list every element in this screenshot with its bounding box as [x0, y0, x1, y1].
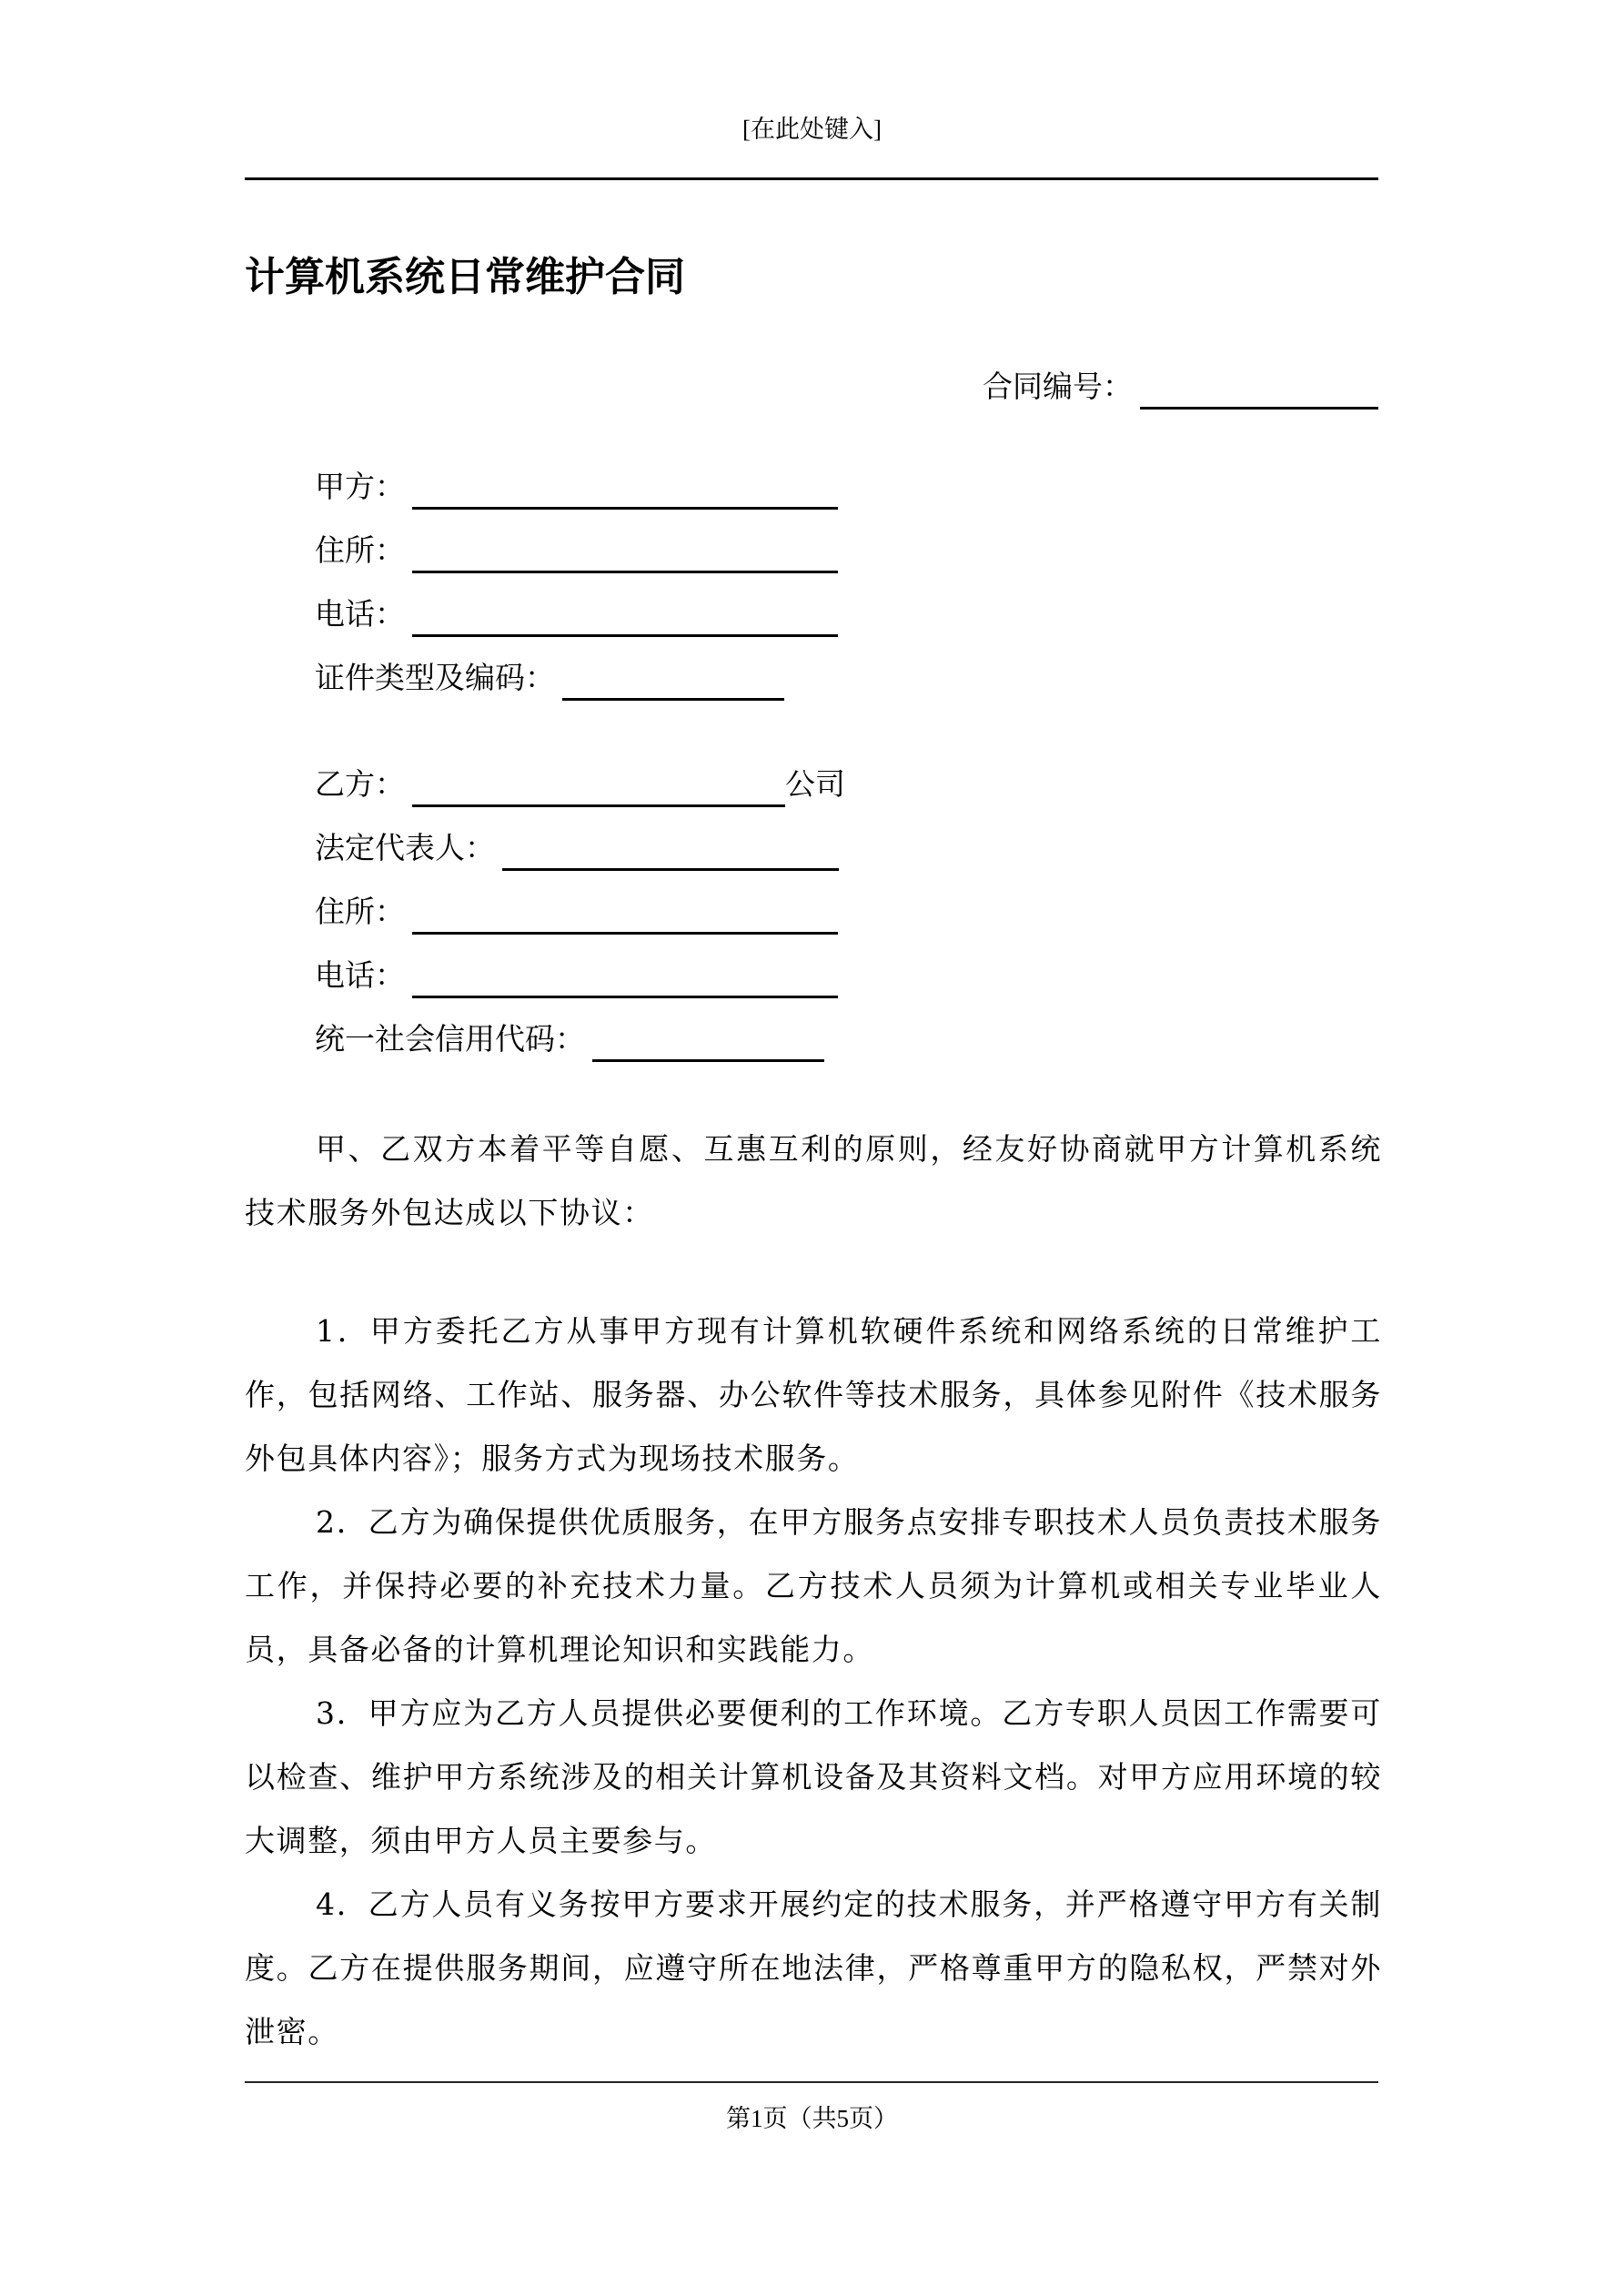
party-a-address-label: 住所： — [315, 532, 405, 568]
clause-1: 1．甲方委托乙方从事甲方现有计算机软硬件系统和网络系统的日常维护工作，包括网络、工作站、服务器、办公软件等技术服务，具体参见附件《技术服务外包具体内容》；服务方式为现场技术服务。 — [245, 1313, 1382, 1476]
page-header[interactable]: [在此处键入] — [742, 116, 882, 143]
party-a-name-field — [315, 464, 838, 510]
contract-number-label: 合同编号： — [983, 369, 1133, 404]
party-b-name-suffix: 公司 — [785, 766, 845, 802]
party-b-legal-rep-field — [315, 825, 839, 871]
party-a-name-label: 甲方： — [315, 469, 405, 504]
party-b-phone-label: 电话： — [315, 957, 405, 993]
party-b-phone-field — [315, 953, 838, 998]
party-a-id-blank[interactable] — [562, 665, 784, 701]
party-a-address-blank[interactable] — [412, 538, 838, 573]
party-a-phone-field — [315, 592, 838, 637]
header-divider — [245, 177, 1378, 180]
party-b-address-blank[interactable] — [412, 899, 838, 935]
contract-number-field — [983, 364, 1378, 410]
party-a-name-blank[interactable] — [412, 474, 838, 510]
clause-4: 4．乙方人员有义务按甲方要求开展约定的技术服务，并严格遵守甲方有关制度。乙方在提供服务期间，应遵守所在地法律，严格尊重甲方的隐私权，严禁对外泄密。 — [245, 1886, 1382, 2049]
party-b-address-field — [315, 889, 838, 935]
party-b-legal-rep-label: 法定代表人： — [315, 830, 495, 865]
page-number: 第1页（共5页） — [726, 2105, 898, 2132]
party-b-legal-rep-blank[interactable] — [502, 835, 839, 871]
party-a-id-label: 证件类型及编码： — [315, 660, 555, 695]
party-b-address-label: 住所： — [315, 894, 405, 929]
party-a-phone-label: 电话： — [315, 596, 405, 632]
document-title: 计算机系统日常维护合同 — [245, 254, 685, 300]
party-b-name-label: 乙方： — [315, 766, 405, 802]
preamble-paragraph: 甲、乙双方本着平等自愿、互惠互利的原则，经友好协商就甲方计算机系统技术服务外包达成以下协议： — [245, 1131, 1382, 1230]
party-b-credit-code-label: 统一社会信用代码： — [315, 1021, 585, 1057]
contract-number-blank[interactable] — [1140, 374, 1378, 410]
party-a-phone-blank[interactable] — [412, 602, 838, 637]
party-b-credit-code-field — [315, 1017, 824, 1062]
clause-3: 3．甲方应为乙方人员提供必要便利的工作环境。乙方专职人员因工作需要可以检查、维护甲方系统涉及的相关计算机设备及其资料文档。对甲方应用环境的较大调整，须由甲方人员主要参与。 — [245, 1695, 1382, 1858]
party-a-id-field — [315, 655, 784, 701]
clause-2: 2．乙方为确保提供优质服务，在甲方服务点安排专职技术人员负责技术服务工作，并保持必要的补充技术力量。乙方技术人员须为计算机或相关专业毕业人员，具备必备的计算机理论知识和实践能力。 — [245, 1504, 1382, 1667]
party-b-credit-code-blank[interactable] — [592, 1027, 824, 1062]
footer-divider — [245, 2081, 1378, 2083]
party-b-name-field — [315, 762, 845, 807]
party-b-phone-blank[interactable] — [412, 963, 838, 998]
party-b-name-blank[interactable] — [412, 772, 785, 807]
party-a-address-field — [315, 528, 838, 573]
